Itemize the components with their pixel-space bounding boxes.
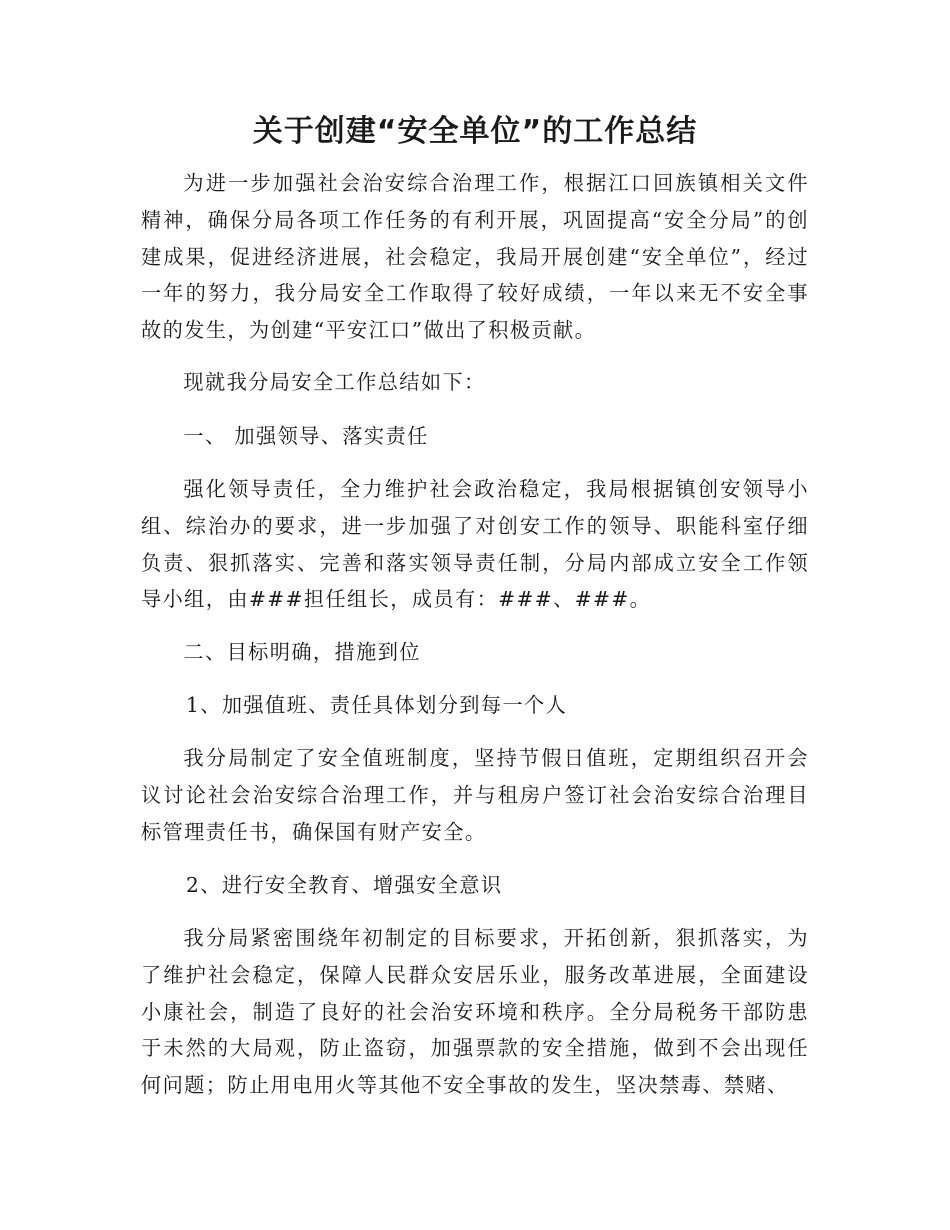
heading-section-2: 二、目标明确，措施到位 <box>183 640 421 664</box>
heading-item-1: 1、加强值班、责任具体划分到每一个人 <box>186 693 568 717</box>
paragraph-item-1: 我分局制定了安全值班制度，坚持节假日值班，定期组织召开会议讨论社会治安综合治理工作，并与租房户签订社会治安综合治理目标管理责任书，确保国有财产安全。 <box>141 746 809 844</box>
paragraph-intro: 为进一步加强社会治安综合治理工作，根据江口回族镇相关文件精神，确保分局各项工作任务的有利开展，巩固提高“安全分局”的创建成果，促进经济进展，社会稳定，我局开展创建“安全单位”，经过一年的努力，我分局安全工作取得了较好成绩，一年以来无不安全事故的发生，为创建“平安江口”做出了积极贡献。 <box>141 171 809 343</box>
paragraph-section-1: 强化领导责任，全力维护社会政治稳定，我局根据镇创安领导小组、综治办的要求，进一步加强了对创安工作的领导、职能科室仔细负责、狠抓落实、完善和落实领导责任制，分局内部成立安全工作领导小组，由###担任组长，成员有：###、###。 <box>141 477 809 612</box>
paragraph-summary-lead: 现就我分局安全工作总结如下： <box>183 370 486 394</box>
heading-section-1: 一、 加强领导、落实责任 <box>183 424 429 448</box>
paragraph-item-2: 我分局紧密围绕年初制定的目标要求，开拓创新，狠抓落实，为了维护社会稳定，保障人民群众安居乐业，服务改革进展，全面建设小康社会，制造了良好的社会治安环境和秩序。全分局税务干部防患于未然的大局观，防止盗窃，加强票款的安全措施，做到不会出现任何问题；防止用电用火等其他不安全事故的发生，坚决禁毒、禁赌、 <box>141 926 809 1098</box>
document-title: 关于创建“安全单位”的工作总结 <box>252 114 698 149</box>
heading-item-2: 2、进行安全教育、增强安全意识 <box>186 873 503 897</box>
